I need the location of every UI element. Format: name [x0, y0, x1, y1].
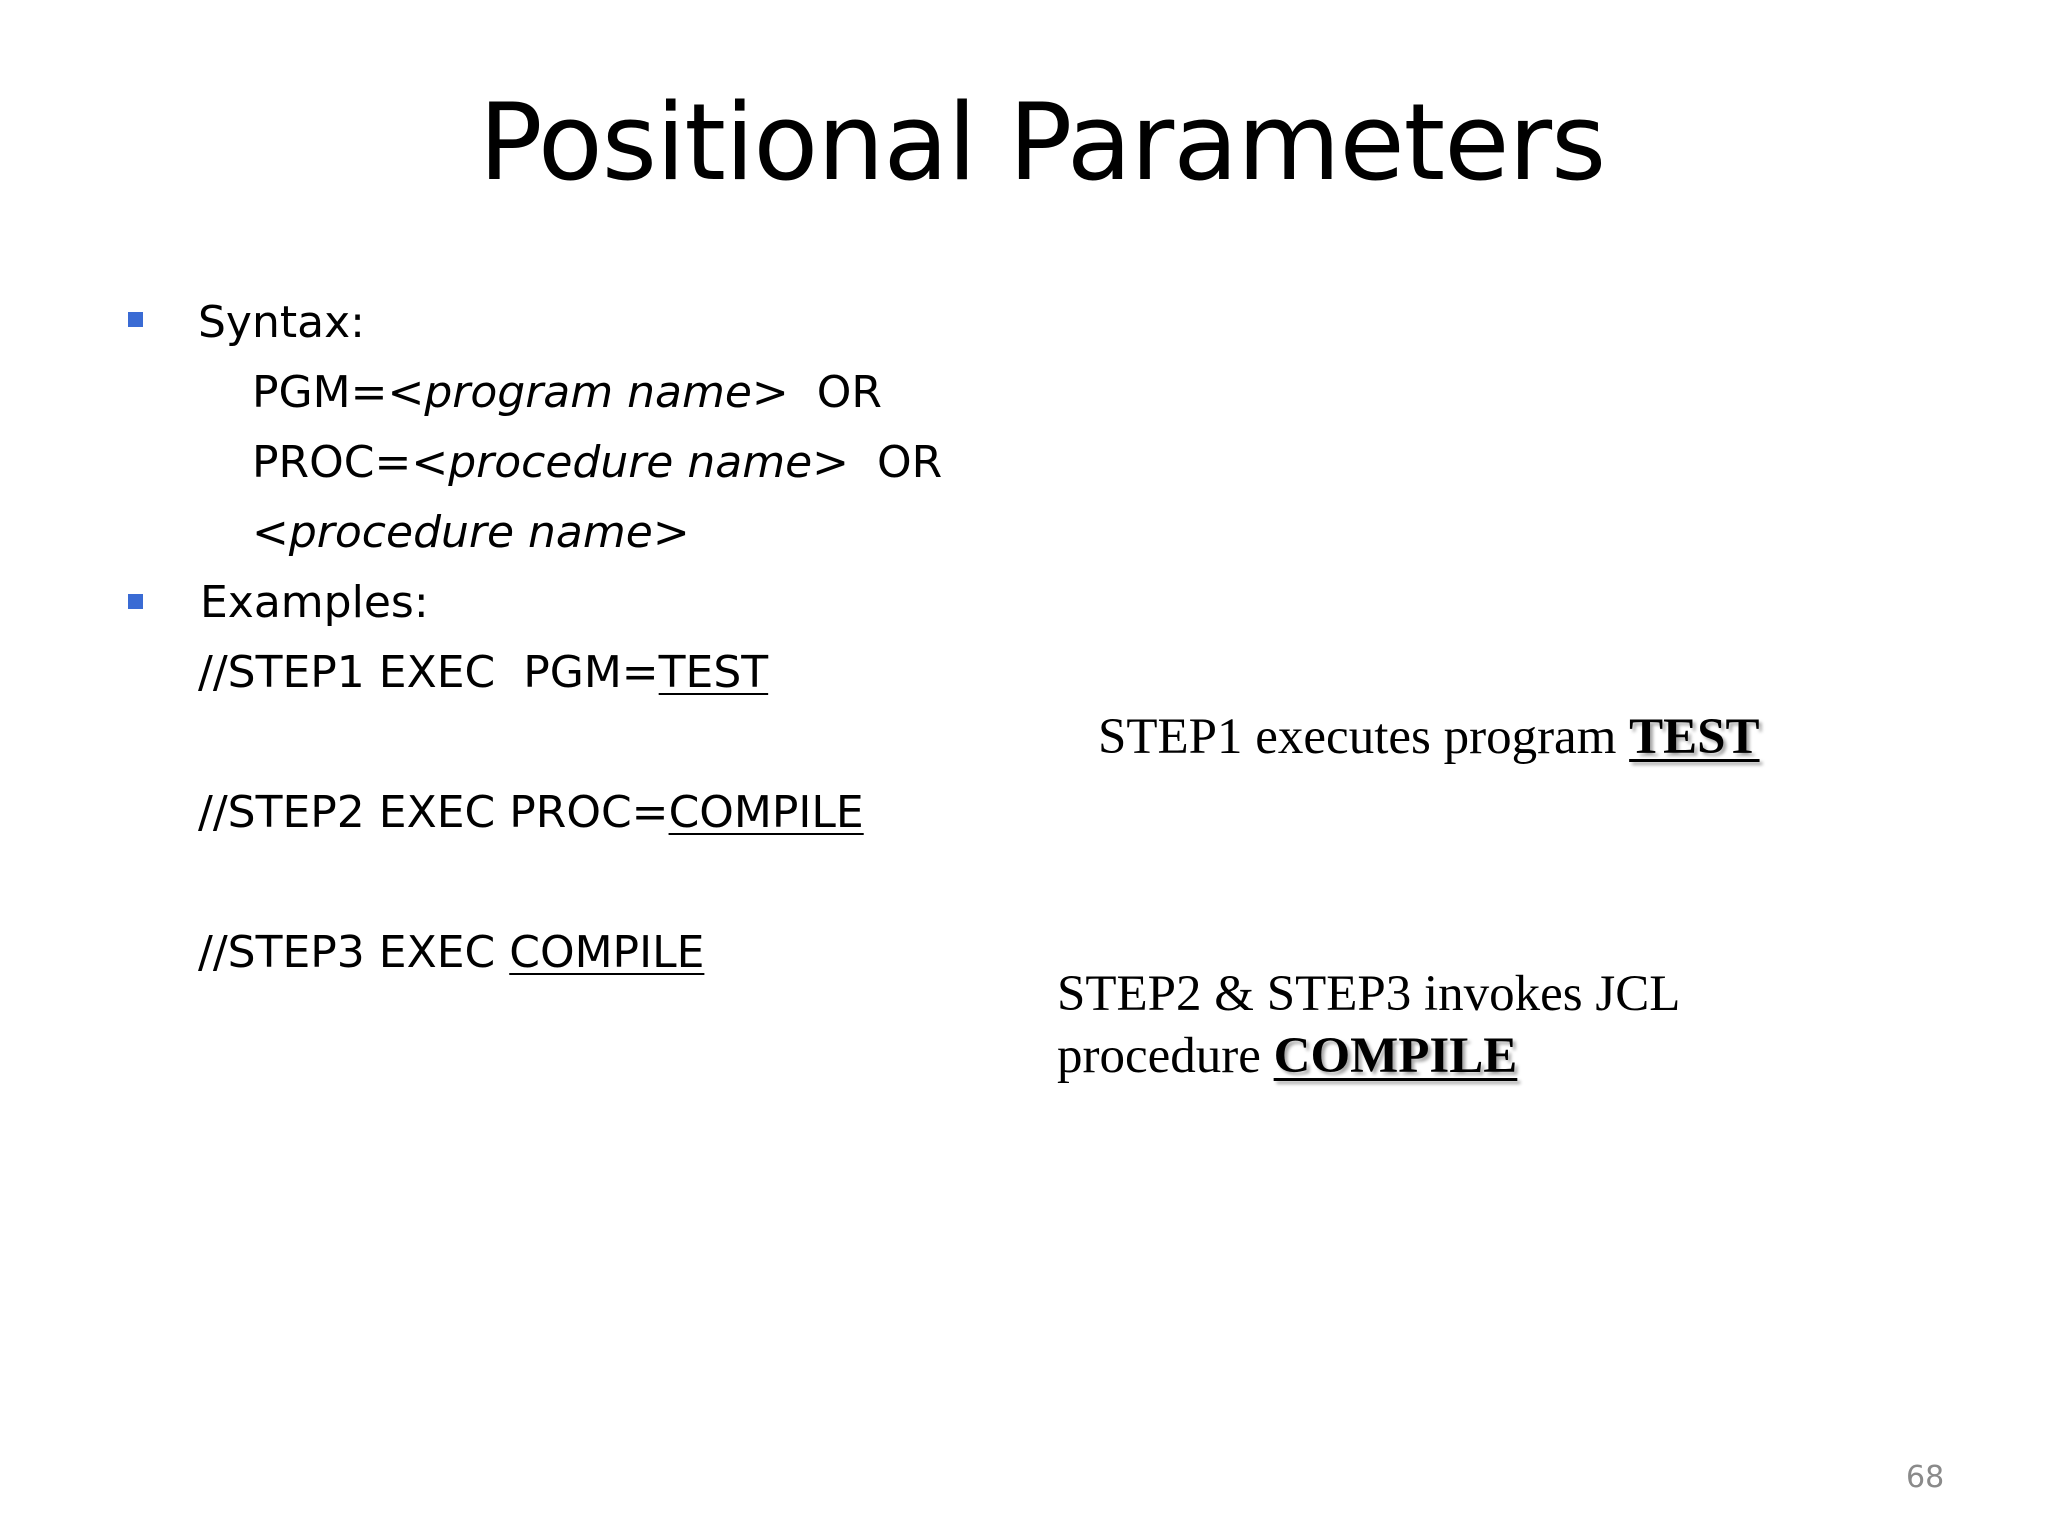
syntax-line-procname [252, 507, 690, 559]
note-step23-line1: STEP2 & STEP3 invokes JCL [1057, 966, 1681, 1022]
syntax-pgm-or: OR [788, 367, 882, 418]
syntax-proc-prefix: PROC= [252, 437, 412, 488]
example-step1-prefix: //STEP1 EXEC PGM= [198, 647, 659, 698]
note-step23-emph: COMPILE [1273, 1028, 1518, 1084]
example-step3-prefix: //STEP3 EXEC [198, 927, 510, 978]
note-step23-line2 [1057, 1025, 1517, 1087]
note-step1-text: STEP1 executes program [1098, 709, 1630, 765]
note-step1 [1098, 706, 1760, 768]
syntax-proc-or: OR [849, 437, 943, 488]
note-step1-emph: TEST [1629, 709, 1760, 765]
example-step2-prefix: //STEP2 EXEC PROC= [198, 787, 669, 838]
bullet-square-icon [128, 312, 143, 327]
syntax-label: Syntax: [198, 297, 365, 348]
examples-label: Examples: [200, 577, 429, 628]
bullet-square-icon [128, 594, 143, 609]
syntax-line-proc [252, 437, 942, 489]
syntax-procname-param: <procedure name> [252, 507, 690, 558]
syntax-pgm-param: <program name> [387, 367, 789, 418]
example-step2-value: COMPILE [668, 787, 864, 838]
page-number: 68 [1906, 1460, 1945, 1495]
example-step2 [198, 787, 864, 839]
slide-title: Positional Parameters [478, 81, 1606, 204]
example-step3-value: COMPILE [509, 927, 705, 978]
syntax-line-pgm [252, 367, 882, 419]
example-step1 [198, 647, 768, 699]
example-step3 [198, 927, 704, 979]
syntax-pgm-prefix: PGM= [252, 367, 388, 418]
syntax-proc-param: <procedure name> [411, 437, 850, 488]
example-step1-value: TEST [658, 647, 769, 698]
note-step23-text: procedure [1057, 1028, 1274, 1084]
